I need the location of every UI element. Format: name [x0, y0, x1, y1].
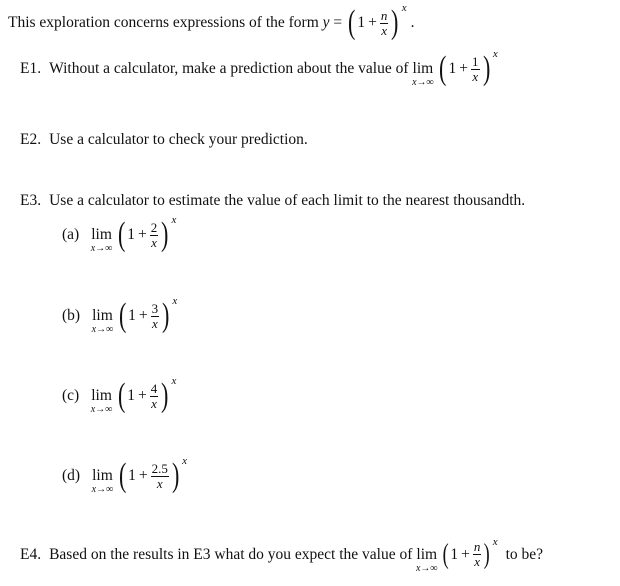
part-denominator: x	[151, 395, 157, 411]
intro-text: This exploration concerns expressions of the form	[8, 14, 319, 31]
intro-denominator: x	[381, 22, 388, 38]
e1-lim-word: lim	[412, 60, 434, 77]
lim-sub: x→∞	[91, 324, 114, 335]
intro-numerator: n	[380, 7, 388, 23]
intro-fraction	[380, 9, 389, 38]
e2-line	[20, 131, 308, 149]
e4-expression	[441, 536, 498, 570]
part-one: 1	[127, 226, 135, 243]
part-expression	[117, 295, 178, 334]
lim-word: lim	[92, 467, 113, 484]
intro-equals: =	[333, 14, 343, 31]
lim-sub: x→∞	[90, 243, 113, 254]
e4-lim-word: lim	[416, 545, 438, 563]
right-paren: )	[391, 4, 399, 41]
e1-lim-sub: x→∞	[412, 77, 434, 88]
intro-exponent: x	[401, 2, 407, 14]
part-expression	[116, 375, 177, 414]
part-fraction	[151, 302, 160, 331]
e4-numerator: n	[473, 539, 481, 554]
e4-text: Based on the results in E3 what do you expect the value of	[49, 545, 413, 563]
e4-after-text: to be?	[505, 545, 544, 563]
part-plus: +	[138, 307, 148, 324]
left-paren: (	[348, 4, 356, 41]
lim-word: lim	[91, 387, 112, 404]
right-paren: )	[484, 538, 491, 570]
e3-label: E3.	[20, 192, 42, 209]
left-paren: (	[439, 50, 447, 87]
part-exponent: x	[172, 295, 178, 307]
intro-expression	[346, 2, 407, 41]
e1-one: 1	[448, 60, 457, 77]
part-expression	[116, 214, 177, 253]
e4-denominator: x	[474, 554, 481, 569]
part-denominator: x	[151, 234, 157, 250]
intro-line	[8, 2, 415, 41]
part-expression	[117, 455, 188, 494]
part-label: (d)	[62, 467, 81, 484]
part-limit	[90, 226, 113, 254]
part-fraction	[150, 221, 159, 250]
part-exponent: x	[171, 375, 177, 387]
part-plus: +	[138, 467, 148, 484]
e1-fraction	[471, 55, 480, 84]
e3-part-b	[62, 295, 178, 335]
e4-label: E4.	[20, 545, 42, 563]
intro-plus: +	[368, 14, 377, 31]
part-exponent: x	[182, 455, 188, 467]
right-paren: )	[162, 297, 170, 334]
e4-one: 1	[450, 545, 459, 563]
part-label: (a)	[62, 226, 80, 243]
e1-numerator: 1	[472, 53, 479, 69]
e2-label: E2.	[20, 131, 42, 148]
e1-exponent: x	[492, 48, 498, 60]
e1-expression	[437, 48, 498, 87]
e4-limit	[415, 545, 438, 574]
part-numerator: 4	[150, 380, 158, 396]
part-plus: +	[137, 387, 147, 404]
right-paren: )	[161, 216, 169, 253]
part-denominator: x	[151, 315, 158, 331]
part-numerator: 2	[150, 219, 158, 235]
part-fraction	[150, 382, 159, 411]
part-limit	[91, 467, 114, 495]
e3-line	[20, 192, 525, 210]
part-one: 1	[128, 467, 136, 484]
lim-sub: x→∞	[90, 404, 113, 415]
lim-sub: x→∞	[91, 484, 114, 495]
e1-denominator: x	[472, 68, 479, 84]
part-numerator: 3	[151, 300, 159, 316]
intro-one: 1	[357, 14, 366, 31]
part-plus: +	[137, 226, 147, 243]
right-paren: )	[171, 457, 180, 494]
left-paren: (	[118, 457, 127, 494]
e3-text: Use a calculator to estimate the value of each limit to the nearest thousandth.	[49, 192, 526, 209]
lim-word: lim	[91, 226, 112, 243]
left-paren: (	[117, 216, 126, 253]
e4-exponent: x	[492, 536, 498, 548]
e4-lim-sub: x→∞	[415, 562, 438, 574]
part-label: (b)	[62, 307, 81, 324]
part-one: 1	[127, 387, 135, 404]
e1-line	[20, 48, 498, 88]
left-paren: (	[442, 538, 449, 570]
e2-text: Use a calculator to check your prediction.	[49, 131, 308, 148]
e3-part-a	[62, 214, 177, 254]
intro-var: y	[322, 14, 330, 31]
part-limit	[90, 387, 113, 415]
part-one: 1	[128, 307, 136, 324]
e4-fraction	[473, 540, 482, 569]
lim-word: lim	[92, 307, 113, 324]
e4-plus: +	[461, 545, 470, 563]
part-denominator: x	[156, 475, 163, 491]
e1-label: E1.	[20, 60, 42, 77]
part-exponent: x	[171, 214, 177, 226]
part-numerator: 2.5	[151, 460, 168, 476]
right-paren: )	[161, 377, 169, 414]
e4-line	[20, 536, 544, 574]
left-paren: (	[118, 297, 127, 334]
left-paren: (	[117, 377, 126, 414]
e1-text: Without a calculator, make a prediction about the value of	[49, 60, 409, 77]
e1-limit	[412, 60, 434, 88]
intro-period: .	[410, 14, 415, 31]
part-label: (c)	[62, 387, 80, 404]
part-fraction	[151, 462, 169, 491]
part-limit	[91, 307, 114, 335]
e1-plus: +	[459, 60, 469, 77]
right-paren: )	[482, 50, 490, 87]
e3-part-c	[62, 375, 177, 415]
e3-part-d	[62, 455, 188, 495]
